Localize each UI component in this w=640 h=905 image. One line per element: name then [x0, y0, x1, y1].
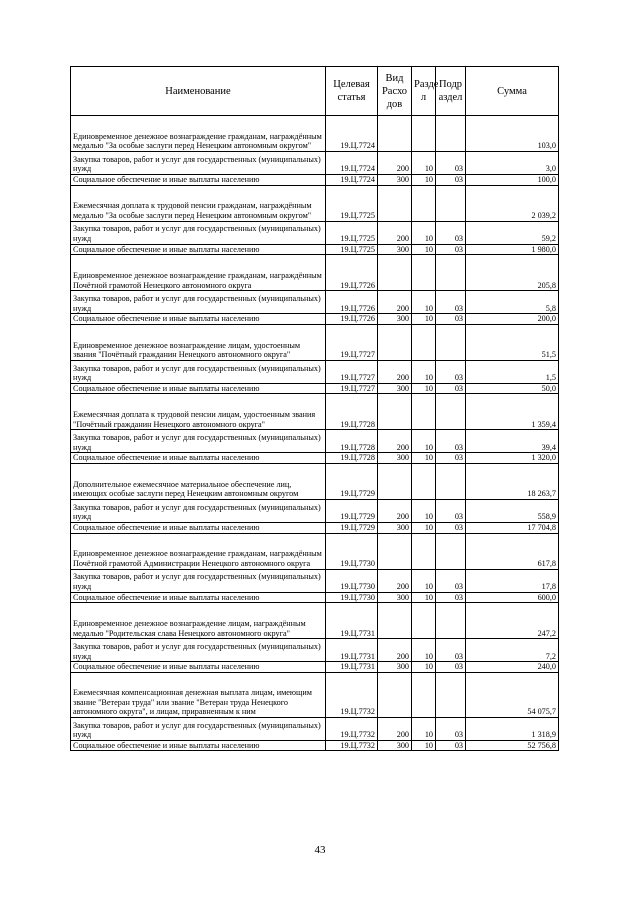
cell-section [412, 463, 436, 499]
cell-code: 19.Ц.7729 [326, 463, 378, 499]
table-header-row [71, 67, 559, 116]
cell-subsection: 03 [436, 152, 466, 175]
table-row [71, 360, 559, 383]
cell-subsection [436, 394, 466, 430]
cell-type: 200 [378, 717, 412, 740]
cell-subsection: 03 [436, 639, 466, 662]
cell-sum: 18 263,7 [466, 463, 559, 499]
cell-sum: 59,2 [466, 221, 559, 244]
cell-section: 10 [412, 152, 436, 175]
cell-code: 19.Ц.7730 [326, 569, 378, 592]
cell-name: Дополнительное ежемесячное материальное обеспечение лиц, имеющих особые заслуги перед Ненецким автономным округом [71, 463, 326, 499]
cell-sum: 51,5 [466, 324, 559, 360]
cell-type: 300 [378, 314, 412, 325]
cell-section: 10 [412, 360, 436, 383]
table-row [71, 175, 559, 186]
column-header-section: Разде л [412, 67, 436, 116]
cell-sum: 50,0 [466, 383, 559, 394]
cell-sum: 1 320,0 [466, 453, 559, 464]
cell-section [412, 672, 436, 717]
cell-code: 19.Ц.7731 [326, 603, 378, 639]
cell-subsection: 03 [436, 221, 466, 244]
cell-code: 19.Ц.7728 [326, 394, 378, 430]
cell-sum: 39,4 [466, 430, 559, 453]
cell-section: 10 [412, 522, 436, 533]
cell-code: 19.Ц.7727 [326, 324, 378, 360]
cell-code: 19.Ц.7725 [326, 185, 378, 221]
cell-section: 10 [412, 314, 436, 325]
cell-subsection: 03 [436, 522, 466, 533]
cell-sum: 240,0 [466, 662, 559, 673]
table-row [71, 662, 559, 673]
cell-sum: 3,0 [466, 152, 559, 175]
cell-name: Социальное обеспечение и иные выплаты населению [71, 522, 326, 533]
cell-type: 300 [378, 592, 412, 603]
cell-subsection: 03 [436, 383, 466, 394]
table-row [71, 394, 559, 430]
cell-subsection [436, 533, 466, 569]
column-header-code: Целевая статья [326, 67, 378, 116]
cell-sum: 558,9 [466, 499, 559, 522]
cell-subsection: 03 [436, 314, 466, 325]
cell-type [378, 533, 412, 569]
column-header-sum: Сумма [466, 67, 559, 116]
table-row [71, 453, 559, 464]
cell-name: Социальное обеспечение и иные выплаты населению [71, 592, 326, 603]
cell-section [412, 116, 436, 152]
cell-sum: 2 039,2 [466, 185, 559, 221]
table-row [71, 185, 559, 221]
cell-subsection [436, 603, 466, 639]
cell-code: 19.Ц.7726 [326, 291, 378, 314]
cell-subsection: 03 [436, 592, 466, 603]
table-row [71, 672, 559, 717]
cell-code: 19.Ц.7724 [326, 175, 378, 186]
cell-section [412, 394, 436, 430]
cell-sum: 100,0 [466, 175, 559, 186]
cell-name: Закупка товаров, работ и услуг для государственных (муниципальных) нужд [71, 360, 326, 383]
cell-sum: 200,0 [466, 314, 559, 325]
cell-code: 19.Ц.7728 [326, 453, 378, 464]
table-row [71, 522, 559, 533]
cell-code: 19.Ц.7726 [326, 314, 378, 325]
cell-subsection: 03 [436, 360, 466, 383]
table-row [71, 116, 559, 152]
cell-sum: 5,8 [466, 291, 559, 314]
cell-name: Единовременное денежное вознаграждение гражданам, награждённым медалью "За особые заслуги перед Ненецким автономным округом" [71, 116, 326, 152]
cell-type: 200 [378, 152, 412, 175]
cell-name: Закупка товаров, работ и услуг для государственных (муниципальных) нужд [71, 221, 326, 244]
cell-name: Закупка товаров, работ и услуг для государственных (муниципальных) нужд [71, 717, 326, 740]
table-row [71, 603, 559, 639]
cell-type [378, 394, 412, 430]
cell-section [412, 603, 436, 639]
cell-section: 10 [412, 244, 436, 255]
cell-type: 200 [378, 569, 412, 592]
cell-type [378, 324, 412, 360]
cell-sum: 54 075,7 [466, 672, 559, 717]
cell-code: 19.Ц.7730 [326, 592, 378, 603]
cell-section: 10 [412, 569, 436, 592]
cell-section: 10 [412, 639, 436, 662]
cell-code: 19.Ц.7728 [326, 430, 378, 453]
cell-code: 19.Ц.7725 [326, 244, 378, 255]
cell-section: 10 [412, 430, 436, 453]
cell-name: Социальное обеспечение и иные выплаты населению [71, 175, 326, 186]
cell-name: Социальное обеспечение и иные выплаты населению [71, 662, 326, 673]
cell-sum: 1 318,9 [466, 717, 559, 740]
cell-section [412, 255, 436, 291]
cell-code: 19.Ц.7725 [326, 221, 378, 244]
cell-name: Ежемесячная компенсационная денежная выплата лицам, имеющим звание "Ветеран труда" или звание "Ветеран труда Ненецкого автономного округа", и лицам, приравненным к ним [71, 672, 326, 717]
cell-subsection: 03 [436, 569, 466, 592]
table-row [71, 639, 559, 662]
cell-subsection: 03 [436, 244, 466, 255]
cell-section: 10 [412, 221, 436, 244]
cell-sum: 17,8 [466, 569, 559, 592]
table-row [71, 430, 559, 453]
cell-section [412, 324, 436, 360]
cell-subsection: 03 [436, 499, 466, 522]
cell-code: 19.Ц.7731 [326, 639, 378, 662]
cell-type: 200 [378, 221, 412, 244]
cell-type [378, 603, 412, 639]
cell-type: 300 [378, 175, 412, 186]
cell-section: 10 [412, 291, 436, 314]
table-row [71, 499, 559, 522]
cell-name: Единовременное денежное вознаграждение гражданам, награждённым Почётной грамотой Ненецкого автономного округа [71, 255, 326, 291]
table-row [71, 152, 559, 175]
table-row [71, 244, 559, 255]
cell-sum: 1 359,4 [466, 394, 559, 430]
cell-subsection: 03 [436, 453, 466, 464]
column-header-subsection: Подр аздел [436, 67, 466, 116]
cell-section: 10 [412, 717, 436, 740]
cell-type: 300 [378, 740, 412, 751]
cell-section: 10 [412, 592, 436, 603]
cell-name: Социальное обеспечение и иные выплаты населению [71, 740, 326, 751]
table-row [71, 463, 559, 499]
column-header-name: Наименование [71, 67, 326, 116]
table-row [71, 324, 559, 360]
cell-subsection: 03 [436, 662, 466, 673]
cell-type: 300 [378, 244, 412, 255]
cell-type [378, 672, 412, 717]
cell-type [378, 255, 412, 291]
cell-name: Социальное обеспечение и иные выплаты населению [71, 383, 326, 394]
cell-sum: 617,8 [466, 533, 559, 569]
table-row [71, 569, 559, 592]
cell-name: Единовременное денежное вознаграждение лицам, удостоенным звания "Почётный гражданин Ненецкого автономного округа" [71, 324, 326, 360]
cell-code: 19.Ц.7730 [326, 533, 378, 569]
cell-subsection [436, 255, 466, 291]
table-row [71, 221, 559, 244]
table-row [71, 717, 559, 740]
cell-code: 19.Ц.7726 [326, 255, 378, 291]
cell-code: 19.Ц.7727 [326, 383, 378, 394]
cell-type: 200 [378, 430, 412, 453]
cell-section: 10 [412, 740, 436, 751]
cell-section: 10 [412, 453, 436, 464]
cell-code: 19.Ц.7729 [326, 499, 378, 522]
cell-type: 300 [378, 522, 412, 533]
cell-sum: 7,2 [466, 639, 559, 662]
cell-code: 19.Ц.7724 [326, 116, 378, 152]
table-row [71, 291, 559, 314]
cell-code: 19.Ц.7724 [326, 152, 378, 175]
cell-type: 200 [378, 291, 412, 314]
cell-type [378, 116, 412, 152]
table-row [71, 255, 559, 291]
cell-section: 10 [412, 499, 436, 522]
cell-sum: 247,2 [466, 603, 559, 639]
cell-section: 10 [412, 383, 436, 394]
cell-code: 19.Ц.7727 [326, 360, 378, 383]
cell-section: 10 [412, 662, 436, 673]
cell-type: 300 [378, 383, 412, 394]
cell-name: Закупка товаров, работ и услуг для государственных (муниципальных) нужд [71, 430, 326, 453]
cell-sum: 52 756,8 [466, 740, 559, 751]
cell-name: Закупка товаров, работ и услуг для государственных (муниципальных) нужд [71, 499, 326, 522]
cell-code: 19.Ц.7732 [326, 740, 378, 751]
cell-name: Единовременное денежное вознаграждение гражданам, награждённым Почётной грамотой Администрации Ненецкого автономного округа [71, 533, 326, 569]
cell-subsection [436, 116, 466, 152]
table-body [71, 116, 559, 751]
cell-type: 200 [378, 360, 412, 383]
column-header-type: Вид Расхо дов [378, 67, 412, 116]
cell-code: 19.Ц.7732 [326, 717, 378, 740]
cell-section [412, 185, 436, 221]
budget-table [70, 66, 559, 751]
cell-type: 300 [378, 453, 412, 464]
cell-subsection: 03 [436, 717, 466, 740]
cell-type: 300 [378, 662, 412, 673]
cell-name: Закупка товаров, работ и услуг для государственных (муниципальных) нужд [71, 569, 326, 592]
cell-code: 19.Ц.7732 [326, 672, 378, 717]
cell-name: Социальное обеспечение и иные выплаты населению [71, 453, 326, 464]
cell-section: 10 [412, 175, 436, 186]
cell-sum: 1 980,0 [466, 244, 559, 255]
cell-name: Закупка товаров, работ и услуг для государственных (муниципальных) нужд [71, 291, 326, 314]
table-row [71, 740, 559, 751]
cell-name: Ежемесячная доплата к трудовой пенсии гражданам, награждённым медалью "За особые заслуги перед Ненецким автономным округом" [71, 185, 326, 221]
cell-type: 200 [378, 639, 412, 662]
cell-sum: 1,5 [466, 360, 559, 383]
page-number: 43 [314, 844, 326, 856]
table-row [71, 533, 559, 569]
cell-subsection: 03 [436, 430, 466, 453]
cell-section [412, 533, 436, 569]
table-row [71, 383, 559, 394]
cell-name: Закупка товаров, работ и услуг для государственных (муниципальных) нужд [71, 639, 326, 662]
cell-sum: 600,0 [466, 592, 559, 603]
cell-sum: 205,8 [466, 255, 559, 291]
cell-name: Ежемесячная доплата к трудовой пенсии лицам, удостоенным звания "Почётный гражданин Ненецкого автономного округа" [71, 394, 326, 430]
cell-subsection: 03 [436, 175, 466, 186]
cell-subsection [436, 185, 466, 221]
cell-type [378, 185, 412, 221]
cell-subsection [436, 324, 466, 360]
cell-code: 19.Ц.7731 [326, 662, 378, 673]
cell-subsection [436, 672, 466, 717]
cell-name: Закупка товаров, работ и услуг для государственных (муниципальных) нужд [71, 152, 326, 175]
cell-name: Социальное обеспечение и иные выплаты населению [71, 314, 326, 325]
cell-name: Единовременное денежное вознаграждение лицам, награждённым медалью "Родительская слава Ненецкого автономного округа" [71, 603, 326, 639]
cell-subsection [436, 463, 466, 499]
cell-code: 19.Ц.7729 [326, 522, 378, 533]
cell-sum: 103,0 [466, 116, 559, 152]
table-row [71, 314, 559, 325]
cell-name: Социальное обеспечение и иные выплаты населению [71, 244, 326, 255]
cell-type [378, 463, 412, 499]
cell-subsection: 03 [436, 291, 466, 314]
cell-type: 200 [378, 499, 412, 522]
cell-sum: 17 704,8 [466, 522, 559, 533]
cell-subsection: 03 [436, 740, 466, 751]
table-row [71, 592, 559, 603]
